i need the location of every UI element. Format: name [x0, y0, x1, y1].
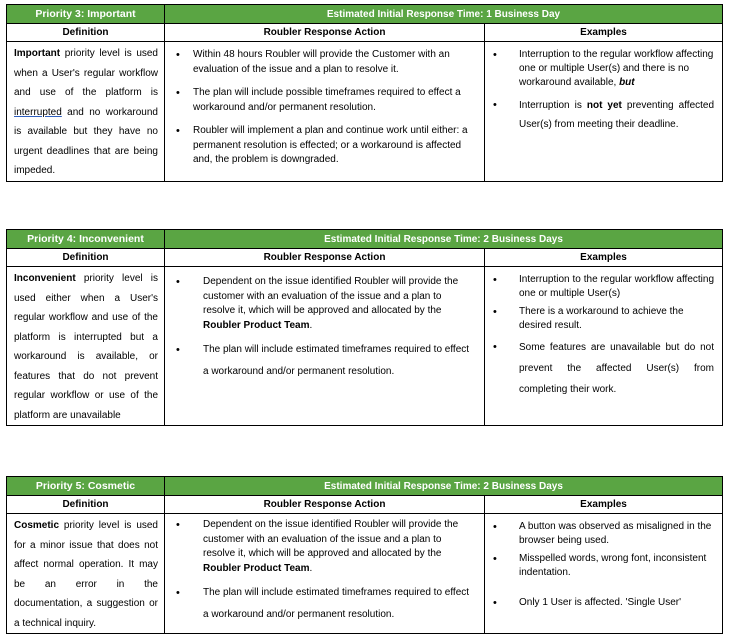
list-item: • Some features are unavailable but do not prevent the affected User(s) from completing their work. — [519, 337, 714, 400]
priority-4-definition: Inconvenient priority level is used either when a User's regular workflow and use of the platform is interrupted but a workaround is available, or features that do not prevent regular workflow or use of the platform are unavailable — [7, 267, 165, 426]
list-item: • The plan will include estimated timeframes required to effect a workaround and/or permanent resolution. — [203, 582, 476, 626]
col-examples: Examples — [485, 24, 723, 42]
priority-5-body-row — [7, 514, 723, 634]
col-definition: Definition — [7, 24, 165, 42]
col-definition: Definition — [7, 496, 165, 514]
priority-5-actions — [165, 514, 485, 634]
priority-4-examples — [485, 267, 723, 426]
priority-3-actions — [165, 42, 485, 182]
list-item: • The plan will include possible timeframes required to effect a workaround and/or permanent resolution. — [193, 86, 476, 115]
priority-5-title: Priority 5: Cosmetic — [7, 477, 165, 496]
priority-4-actions — [165, 267, 485, 426]
priority-4-body-row — [7, 267, 723, 426]
list-item: • There is a workaround to achieve the desired result. — [519, 305, 714, 333]
list-item: • Misspelled words, wrong font, inconsistent indentation. — [519, 552, 714, 580]
list-item: • Interruption to the regular workflow affecting one or multiple User(s) — [519, 273, 714, 301]
col-definition: Definition — [7, 249, 165, 267]
priority-4-response-time: Estimated Initial Response Time: 2 Business Days — [165, 230, 723, 249]
col-examples: Examples — [485, 249, 723, 267]
list-item: • Dependent on the issue identified Roubler will provide the customer with an evaluation of the issue and a plan to resolve it, which will be approved and allocated by the Roubler Product Team. — [203, 518, 476, 576]
priority-3-table — [6, 4, 723, 182]
priority-3-title: Priority 3: Important — [7, 5, 165, 24]
priority-5-examples — [485, 514, 723, 634]
list-item: • Dependent on the issue identified Roubler will provide the customer with an evaluation of the issue and a plan to resolve it, which will be approved and allocated by the Roubler Product Team. — [203, 275, 476, 333]
priority-3-column-headers — [7, 24, 723, 42]
list-item: • Only 1 User is affected. 'Single User' — [519, 596, 714, 610]
priority-3-body-row — [7, 42, 723, 182]
priority-5-definition: Cosmetic priority level is used for a minor issue that does not affect normal operation. It may be an error in the documentation, a suggestion or a technical inquiry. — [7, 514, 165, 634]
col-action: Roubler Response Action — [165, 249, 485, 267]
list-item: • Within 48 hours Roubler will provide the Customer with an evaluation of the issue and a plan to resolve it. — [193, 48, 476, 77]
col-action: Roubler Response Action — [165, 496, 485, 514]
priority-5-response-time: Estimated Initial Response Time: 2 Business Days — [165, 477, 723, 496]
col-examples: Examples — [485, 496, 723, 514]
list-item: • Roubler will implement a plan and continue work until either: a permanent resolution is effected; or a workaround is affected and, the problem is downgraded. — [193, 124, 476, 168]
priority-5-column-headers — [7, 496, 723, 514]
list-item: • The plan will include estimated timeframes required to effect a workaround and/or permanent resolution. — [203, 339, 476, 383]
priority-3-examples — [485, 42, 723, 182]
priority-4-header-row — [7, 230, 723, 249]
priority-5-header-row — [7, 477, 723, 496]
list-item: • Interruption to the regular workflow affecting one or multiple User(s) and there is no workaround available, but — [519, 48, 714, 90]
priority-3-definition: Important priority level is used when a User's regular workflow and use of the platform is interrupted and no workaround is available but they have no urgent deadlines that are being impeded. — [7, 42, 165, 182]
col-action: Roubler Response Action — [165, 24, 485, 42]
priority-5-table — [6, 476, 723, 634]
priority-3-response-time: Estimated Initial Response Time: 1 Business Day — [165, 5, 723, 24]
priority-4-table — [6, 229, 723, 426]
priority-4-column-headers — [7, 249, 723, 267]
priority-3-header-row — [7, 5, 723, 24]
list-item: • Interruption is not yet preventing affected User(s) from meeting their deadline. — [519, 96, 714, 134]
list-item: • A button was observed as misaligned in the browser being used. — [519, 520, 714, 548]
priority-4-title: Priority 4: Inconvenient — [7, 230, 165, 249]
